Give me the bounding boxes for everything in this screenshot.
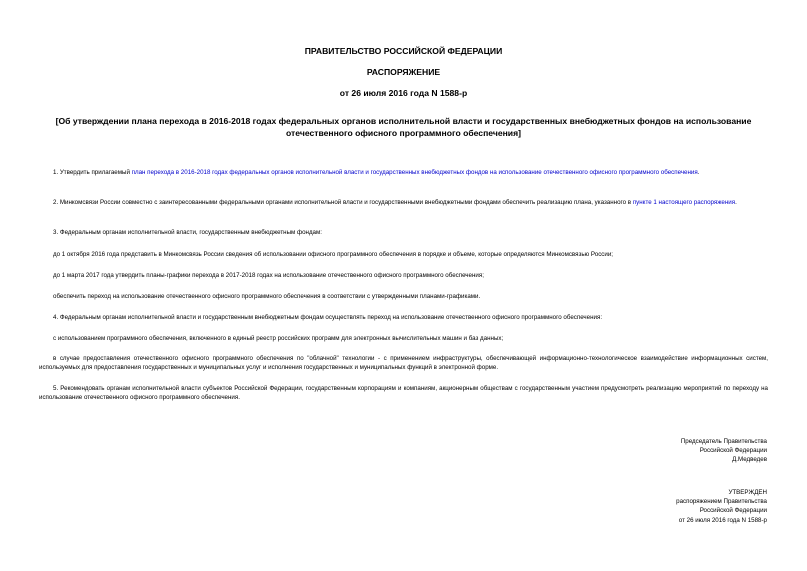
paragraph-1 <box>39 168 768 177</box>
clause-1-link[interactable]: пункте 1 настоящего распоряжения <box>632 199 736 206</box>
paragraph-3c: обеспечить переход на использование отечественного офисного программного обеспечения в соответствии с утвержденными планами-графиками. <box>53 293 481 300</box>
signature-position: Председатель Правительства <box>680 438 767 445</box>
paragraph-1-end: . <box>697 169 700 176</box>
doc-type-heading: РАСПОРЯЖЕНИЕ <box>366 67 441 77</box>
date-number-heading: от 26 июля 2016 года N 1588-р <box>339 88 468 98</box>
approval-by: распоряжением Правительства <box>676 498 767 506</box>
approval-block <box>676 488 767 525</box>
paragraph-3a: до 1 октября 2016 года представить в Минкомсвязь России сведения об использовании офисного программного обеспечения в порядке и объеме, которые определяются Минкомсвязью России; <box>53 251 614 258</box>
paragraph-3: 3. Федеральным органам исполнительной власти, государственным внебюджетным фондам: <box>53 229 322 236</box>
signature-block <box>681 437 767 465</box>
paragraph-4b: в случае предоставления отечественного офисного программного обеспечения по "облачной" технологии - с применением инфраструктуры, обеспечивающей информационно-технологическое взаимодействие информационных систем, используемых для предоставления государственных и муниципальных услуг и исполнения государственных и муниципальных функций в электронной форме. <box>39 355 768 372</box>
paragraph-4: 4. Федеральным органам исполнительной власти и государственным внебюджетным фондам осуществлять переход на использование отечественного офисного программного обеспечения: <box>53 314 603 321</box>
approval-label: УТВЕРЖДЕН <box>728 489 767 496</box>
document-title: [Об утверждении плана перехода в 2016-2018 годах федеральных органов исполнительной власти и государственных внебюджетных фондов на использование отечественного офисного программного обеспечения] <box>55 116 752 138</box>
signature-country: Российской Федерации <box>699 447 767 455</box>
approval-country: Российской Федерации <box>699 507 767 515</box>
signature-name: Д.Медведев <box>732 456 767 464</box>
paragraph-5: 5. Рекомендовать органам исполнительной власти субъектов Российской Федерации, государственным корпорациям и компаниям, акционерным обществам с государственным участием предусмотреть реализацию мероприятий по переходу на использование отечественного офисного программного обеспечения. <box>39 385 768 402</box>
paragraph-4a: с использованием программного обеспечения, включенного в единый реестр российских программ для электронных вычислительных машин и баз данных; <box>53 335 504 342</box>
government-heading: ПРАВИТЕЛЬСТВО РОССИЙСКОЙ ФЕДЕРАЦИИ <box>304 46 503 56</box>
paragraph-2-end: . <box>735 199 737 206</box>
plan-link[interactable]: план перехода в 2016-2018 годах федеральных органов исполнительной власти и государственных внебюджетных фондов на использование отечественного офисного программного обеспечения <box>131 169 698 176</box>
paragraph-1-text: 1. Утвердить прилагаемый <box>53 169 132 176</box>
paragraph-3b: до 1 марта 2017 года утвердить планы-графики перехода в 2017-2018 годах на использование отечественного офисного программного обеспечения; <box>53 272 484 279</box>
paragraph-2 <box>39 198 768 207</box>
paragraph-2-text: 2. Минкомсвязи России совместно с заинтересованными федеральными органами исполнительной власти и государственными внебюджетными фондами обеспечить реализацию плана, указанного в <box>53 199 633 206</box>
approval-date: от 26 июля 2016 года N 1588-р <box>678 516 767 524</box>
